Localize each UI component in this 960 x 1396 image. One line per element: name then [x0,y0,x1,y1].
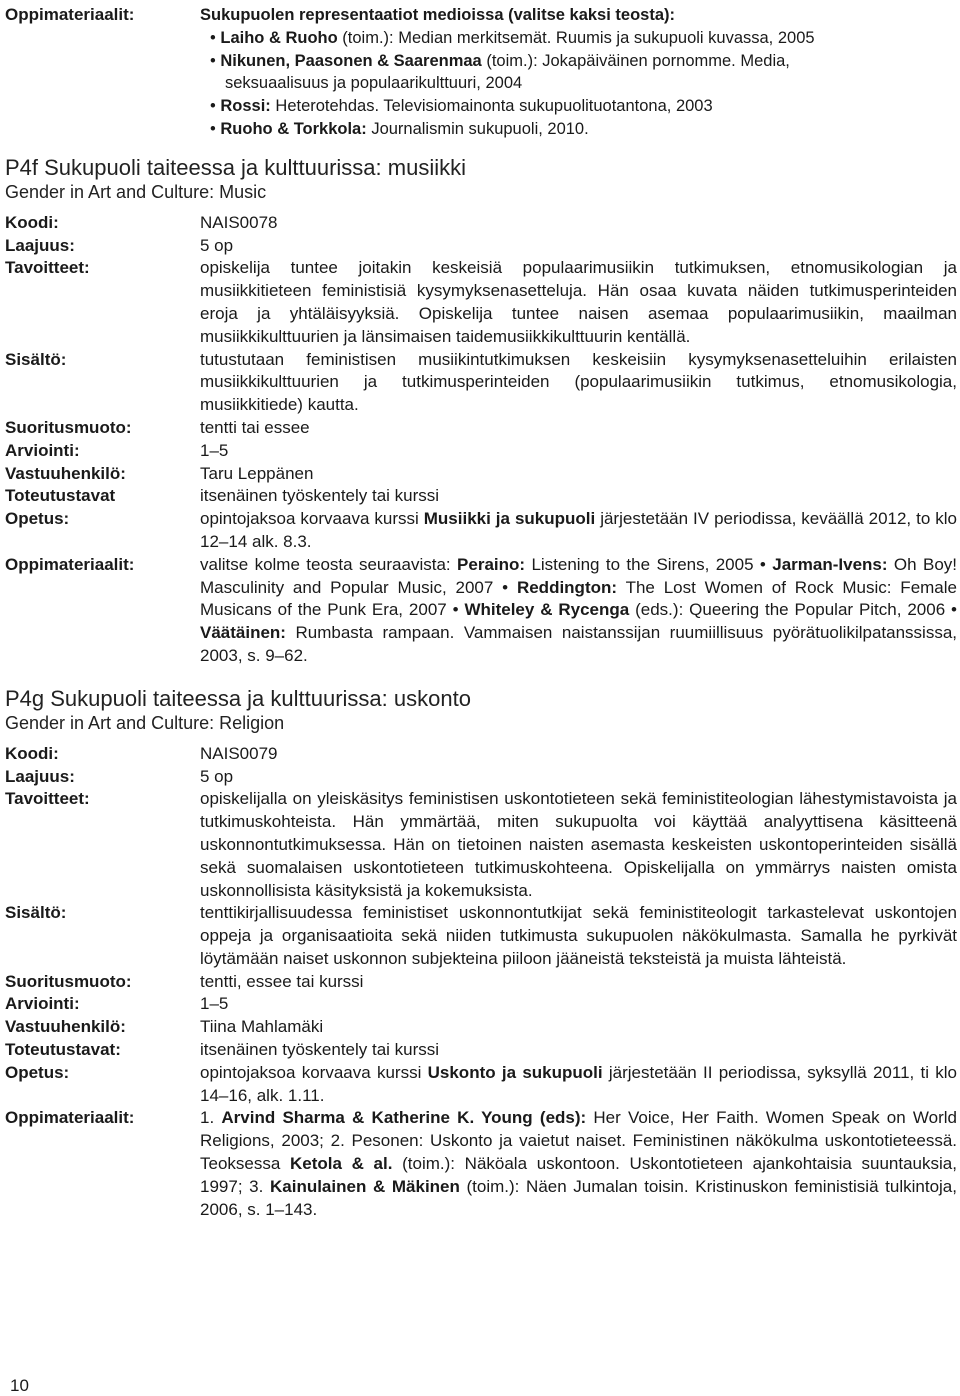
field-suoritusmuoto: Suoritusmuoto: tentti, essee tai kurssi [5,971,957,994]
field-value: valitse kolme teosta seuraavista: Peraino: Listening to the Sirens, 2005 • Jarman-Ivens: Oh Boy! Masculinity and Popular Music, 2007 • Reddington: The Lost Women of Rock Music: Female Musicans of the Punk Era, 2007 • Whiteley & Rycenga (eds.): Queering the Popular Pitch, 2006 • Väätäinen: Rumbasta rampaan. Vammaisen naistanssijan ruumiillisuus pyörätuolikilpatanssissa, 2003, s. 9–62. [200,554,957,665]
field-oppimateriaalit: Oppimateriaalit: valitse kolme teosta seuraavista: Peraino: Listening to the Sirens, 2005 • Jarman-Ivens: Oh Boy! Masculinity and Popular Music, 2007 • Reddington: The Lost Women of Rock Music: Female Musicans of the Punk Era, 2007 • Whiteley & Rycenga (eds.): Queering the Popular Pitch, 2006 • Väätäinen: Rumbasta rampaan. Vammaisen naistanssijan ruumiillisuus pyörätuolikilpatanssissa, 2003, s. 9–62. [5,554,957,668]
field-toteutustavat: Toteutustavat: itsenäinen työskentely tai kurssi [5,1039,957,1062]
field-value: opintojaksoa korvaava kurssi Uskonto ja sukupuoli järjestetään II periodissa, syksyllä 2011, ti klo 14–16, alk. 1.11. [200,1062,957,1105]
field-opetus: Opetus: opintojaksoa korvaava kurssi Uskonto ja sukupuoli järjestetään II periodissa, syksyllä 2011, ti klo 14–16, alk. 1.11. [5,1062,957,1108]
field-koodi: Koodi: NAIS0079 [5,743,957,766]
field-value: 1. Arvind Sharma & Katherine K. Young (eds): Her Voice, Her Faith. Women Speak on World Religions, 2003; 2. Pesonen: Uskonto ja vaietut naiset. Feministinen näkökulma uskontotieteessä. Teoksessa Ketola & al. (toim.): Näköala uskontoon. Uskontotieteen ajankohtaisia suuntauksia, 1997; 3. Kainulainen & Mäkinen (toim.): Näen Jumalan toisin. Kristinuskon feministisiä tulkintoja, 2006, s. 1–143. [200,1108,958,1219]
field-value: opintojaksoa korvaava kurssi Musiikki ja sukupuoli järjestetään IV periodissa, keväällä 2012, to klo 12–14 alk. 8.3. [200,509,958,551]
section-title-p4f: P4f Sukupuoli taiteessa ja kulttuurissa: musiikki [5,154,466,180]
field-tavoitteet: Tavoitteet: opiskelijalla on yleiskäsitys feministisen uskontotieteen sekä feministiteologian lähestymistavoista ja tutkimuskohteista. Hän ymmärtää, miten sukupuolta voi käyttää analyyttisena käsitteenä uskonnontutkimuksessa. Hän on tietoinen naisten asemasta keskeisten uskontoperinteiden sisällä sekä suomalaisen uskontotieteen tutkimuskohteena. Opiskelijalla on ymmärrys naisten omista uskonnollisista käsityksistä ja kokemuksista. [5,788,957,902]
field-value: NAIS0078 [200,212,278,232]
field-vastuuhenkilo: Vastuuhenkilö: Tiina Mahlamäki [5,1016,957,1039]
field-arviointi: Arviointi: 1–5 [5,993,957,1016]
field-opetus: Opetus: opintojaksoa korvaava kurssi Musiikki ja sukupuoli järjestetään IV periodissa, keväällä 2012, to klo 12–14 alk. 8.3. [5,508,957,554]
field-suoritusmuoto: Suoritusmuoto: tentti tai essee [5,417,957,440]
field-koodi: Koodi: NAIS0078 [5,212,957,235]
field-sisalto: Sisältö: tenttikirjallisuudessa feministiset uskonnontutkijat sekä feministiteologit tarkastelevat uskontojen oppeja ja organisaatioita sekä niiden tutkimusta sukupuolen näkökulmasta. Samalla he pyrkivät löytämään naiset uskonnon subjekteina piiloon jääneistä teksteistä ja muista lähteistä. [5,902,957,970]
field-toteutustavat: Toteutustavat itsenäinen työskentely tai kurssi [5,485,957,508]
field-tavoitteet: Tavoitteet: opiskelija tuntee joitakin keskeisiä populaarimusiikin tutkimuksen, etnomusikologian ja musiikkitieteen feministisiä kysymyksenasetteluja. Hän osaa kuvata näiden tutkimusperinteiden eroja ja yhtäläisyyksiä. Opiskelija tuntee naisen asemaa populaarimusiikin, maailman musiikkikulttuurien ja länsimaisen taidemusiikkikulttuurin kentällä. [5,257,957,348]
list-item: • Ruoho & Torkkola: Journalismin sukupuoli, 2010. [210,119,589,138]
field-value: tutustutaan feministisen musiikintutkimuksen keskeisiin kysymyksenasetteluihin erilaisten musiikkikulttuurien ja tutkimusperinteiden (populaarimusiikin tutkimus, etnomusikologia, musiikkitiede) kautta. [200,349,957,415]
field-value: tentti, essee tai kurssi [200,971,364,991]
field-vastuuhenkilo: Vastuuhenkilö: Taru Leppänen [5,463,957,486]
field-value: 5 op [200,235,234,255]
field-value: 1–5 [200,440,229,460]
list-item: • Nikunen, Paasonen & Saarenmaa (toim.): Jokapäiväinen pornomme. Media, seksuaalisuus ja populaarikulttuuri, 2004 [210,51,790,93]
field-value: NAIS0079 [200,743,278,763]
section-subtitle-p4g: Gender in Art and Culture: Religion [5,712,285,733]
top-materials-label: Oppimateriaalit: [5,5,135,24]
list-item: • Laiho & Ruoho (toim.): Median merkitsemät. Ruumis ja sukupuoli kuvassa, 2005 [210,28,815,47]
field-sisalto: Sisältö: tutustutaan feministisen musiikintutkimuksen keskeisiin kysymyksenasetteluihin erilaisten musiikkikulttuurien ja tutkimusperinteiden (populaarimusiikin tutkimus, etnomusikologia, musiikkitiede) kautta. [5,349,957,417]
field-value: opiskelija tuntee joitakin keskeisiä populaarimusiikin tutkimuksen, etnomusikologian ja musiikkitieteen feministisiä kysymyksenasetteluja. Hän osaa kuvata näiden tutkimusperinteiden eroja ja yhtäläisyyksiä. Opiskelija tuntee naisen asemaa populaarimusiikin, maailman musiikkikulttuurien ja länsimaisen taidemusiikkikulttuurin kentällä. [200,258,957,346]
field-value: tenttikirjallisuudessa feministiset uskonnontutkijat sekä feministiteologit tarkastelevat uskontojen oppeja ja organisaatioita sekä niiden tutkimusta sukupuolen näkökulmasta. Samalla he pyrkivät löytämään naiset uskonnon subjekteina piiloon jääneistä teksteistä ja muista lähteistä. [200,903,957,968]
field-value: itsenäinen työskentely tai kurssi [200,486,440,506]
field-arviointi: Arviointi: 1–5 [5,440,957,463]
field-laajuus: Laajuus: 5 op [5,766,957,789]
top-materials-heading: Sukupuolen representaatiot medioissa (valitse kaksi teosta): [200,6,675,24]
list-item: • Rossi: Heterotehdas. Televisiomainonta sukupuolituotantona, 2003 [210,97,713,116]
field-value: 5 op [200,766,234,786]
top-materials-row [5,4,957,141]
field-value: itsenäinen työskentely tai kurssi [200,1040,440,1060]
section-title-p4g: P4g Sukupuoli taiteessa ja kulttuurissa: uskonto [5,685,471,711]
top-materials-value [200,4,957,141]
page-number: 10 [10,1376,29,1395]
field-value: 1–5 [200,994,229,1014]
field-laajuus: Laajuus: 5 op [5,235,957,258]
field-oppimateriaalit: Oppimateriaalit: 1. Arvind Sharma & Katherine K. Young (eds): Her Voice, Her Faith. Women Speak on World Religions, 2003; 2. Pesonen: Uskonto ja vaietut naiset. Feministinen näkökulma uskontotieteessä. Teoksessa Ketola & al. (toim.): Näköala uskontoon. Uskontotieteen ajankohtaisia suuntauksia, 1997; 3. Kainulainen & Mäkinen (toim.): Näen Jumalan toisin. Kristinuskon feministisiä tulkintoja, 2006, s. 1–143. [5,1107,957,1221]
field-value: Taru Leppänen [200,463,314,483]
field-value: opiskelijalla on yleiskäsitys feministisen uskontotieteen sekä feministiteologian lähestymistavoista ja tutkimuskohteista. Hän ymmärtää, miten sukupuolta voi käyttää analyyttisena käsitteenä uskonnontutkimuksessa. Hän on tietoinen naisten asemasta keskeisten uskontoperinteiden sisällä sekä suomalaisen uskontotieteen tutkimuskohteena. Opiskelijalla on ymmärrys naisten omista uskonnollisista käsityksistä ja kokemuksista. [200,789,957,900]
document-page [5,4,957,1221]
field-value: tentti tai essee [200,417,310,437]
section-subtitle-p4f: Gender in Art and Culture: Music [5,181,267,202]
field-value: Tiina Mahlamäki [200,1017,324,1037]
